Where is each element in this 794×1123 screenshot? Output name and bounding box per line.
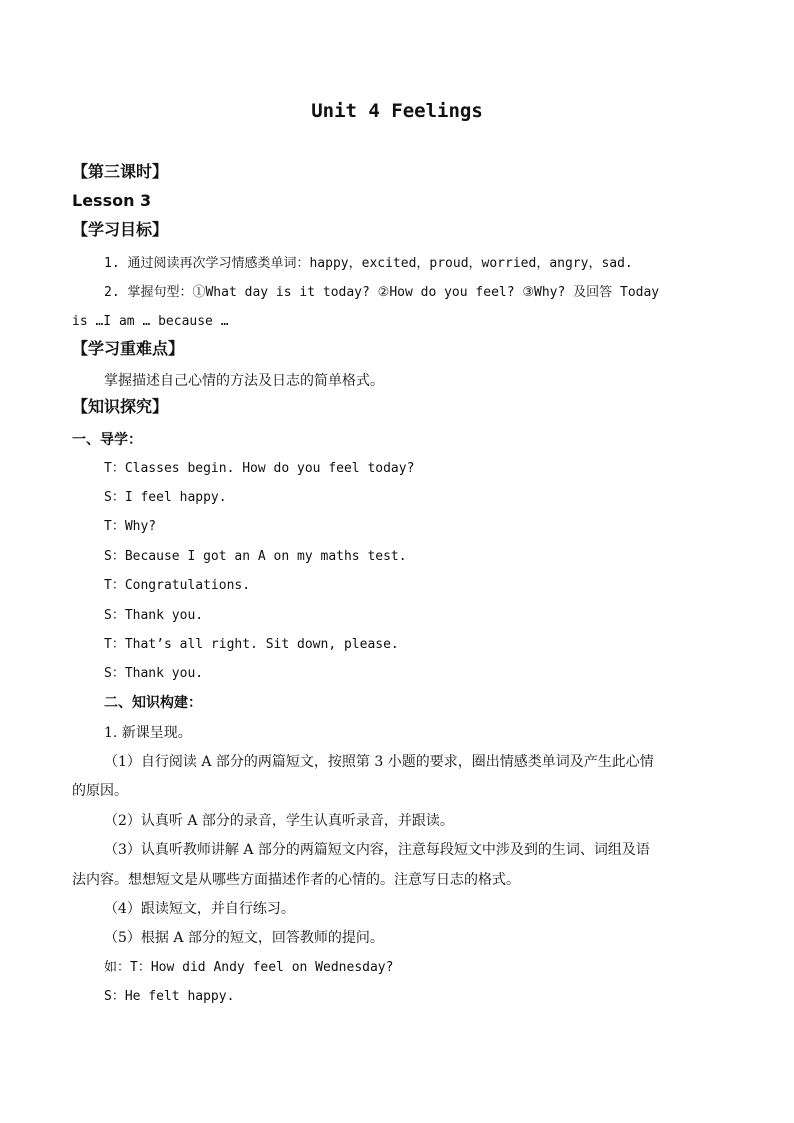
sub-step-4: （4）跟读短文，并自行练习。 [104,901,295,917]
key-points-text: 掌握描述自己心情的方法及日志的简单格式。 [104,373,384,389]
objective-item-1: 1. 通过阅读再次学习情感类单词：happy，excited，proud，worried，angry，sad. [104,256,633,271]
dialogue-line: T：Why? [104,519,157,534]
sub-step-3-continued: 法内容。想想短文是从哪些方面描述作者的心情的。注意写日志的格式。 [72,872,520,888]
key-points-heading: 【学习重难点】 [72,339,185,358]
example-question: 如：T：How did Andy feel on Wednesday? [104,960,394,975]
dialogue-line: S：Thank you. [104,666,204,681]
document-title: Unit 4 Feelings [311,100,483,122]
dialogue-line: T：Congratulations. [104,578,251,593]
dialogue-line: T：That’s all right. Sit down, please. [104,637,399,652]
dialogue-line: T：Classes begin. How do you feel today? [104,461,415,476]
lesson-label: Lesson 3 [72,191,152,210]
objective-item-2: 2. 掌握句型：①What day is it today? ②How do you feel? ③Why? 及回答 Today [104,285,660,300]
example-answer: S：He felt happy. [104,989,235,1004]
step-1: 1. 新课呈现。 [104,725,192,741]
dialogue-line: S：Because I got an A on my maths test. [104,549,407,564]
construction-heading: 二、知识构建： [104,695,202,711]
exploration-heading: 【知识探究】 [72,397,169,416]
sub-step-1: （1）自行阅读 A 部分的两篇短文，按照第 3 小题的要求，圈出情感类单词及产生此心情 [104,754,654,770]
guide-heading: 一、导学： [72,432,142,448]
objective-item-2-continued: is …I am … because … [72,314,229,329]
dialogue-line: S：Thank you. [104,608,204,623]
sub-step-5: （5）根据 A 部分的短文，回答教师的提问。 [104,930,384,946]
dialogue-line: S：I feel happy. [104,490,227,505]
objectives-heading: 【学习目标】 [72,220,169,239]
period-heading: 【第三课时】 [72,162,169,181]
sub-step-2: （2）认真听 A 部分的录音，学生认真听录音，并跟读。 [104,813,454,829]
sub-step-3: （3）认真听教师讲解 A 部分的两篇短文内容，注意每段短文中涉及到的生词、词组及语 [104,842,650,858]
sub-step-1-continued: 的原因。 [72,783,128,799]
